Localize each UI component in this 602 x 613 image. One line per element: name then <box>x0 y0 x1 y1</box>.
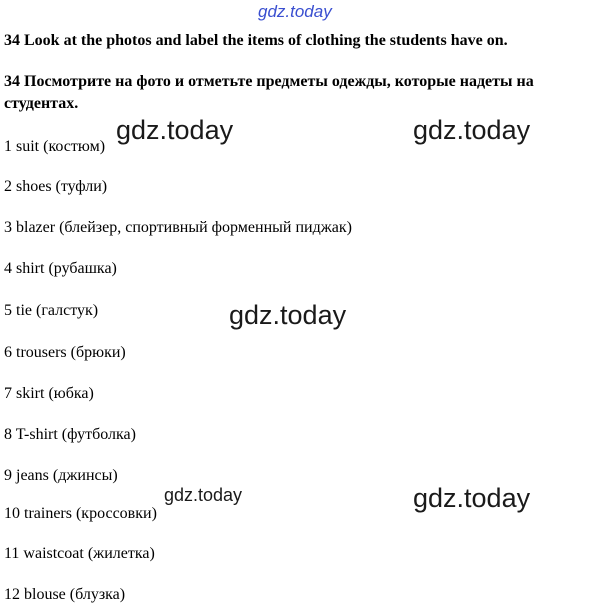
watermark: gdz.today <box>413 115 531 145</box>
list-item: 6 trousers (брюки) <box>4 344 126 361</box>
list-item: 10 trainers (кроссовки) <box>4 505 157 522</box>
list-item: 1 suit (костюм) <box>4 138 106 155</box>
watermark: gdz.today <box>413 483 531 513</box>
exercise-heading-english: 34 Look at the photos and label the items of clothing the students have on. <box>4 32 508 49</box>
list-item: 8 T-shirt (футболка) <box>4 426 136 443</box>
watermark: gdz.today <box>164 485 243 505</box>
list-item: 3 blazer (блейзер, спортивный форменный пиджак) <box>4 219 352 236</box>
watermark: gdz.today <box>229 300 347 330</box>
watermark-top: gdz.today <box>258 2 332 21</box>
exercise-heading-russian: 34 Посмотрите на фото и отметьте предметы одежды, которые надеты на студентах. <box>4 73 534 112</box>
list-item: 12 blouse (блузка) <box>4 586 126 603</box>
list-item: 11 waistcoat (жилетка) <box>4 545 155 562</box>
list-item: 7 skirt (юбка) <box>4 385 94 402</box>
list-item: 2 shoes (туфли) <box>4 178 108 195</box>
list-item: 9 jeans (джинсы) <box>4 467 118 484</box>
list-item: 4 shirt (рубашка) <box>4 260 117 277</box>
list-item: 5 tie (галстук) <box>4 302 99 319</box>
watermark: gdz.today <box>116 115 234 145</box>
